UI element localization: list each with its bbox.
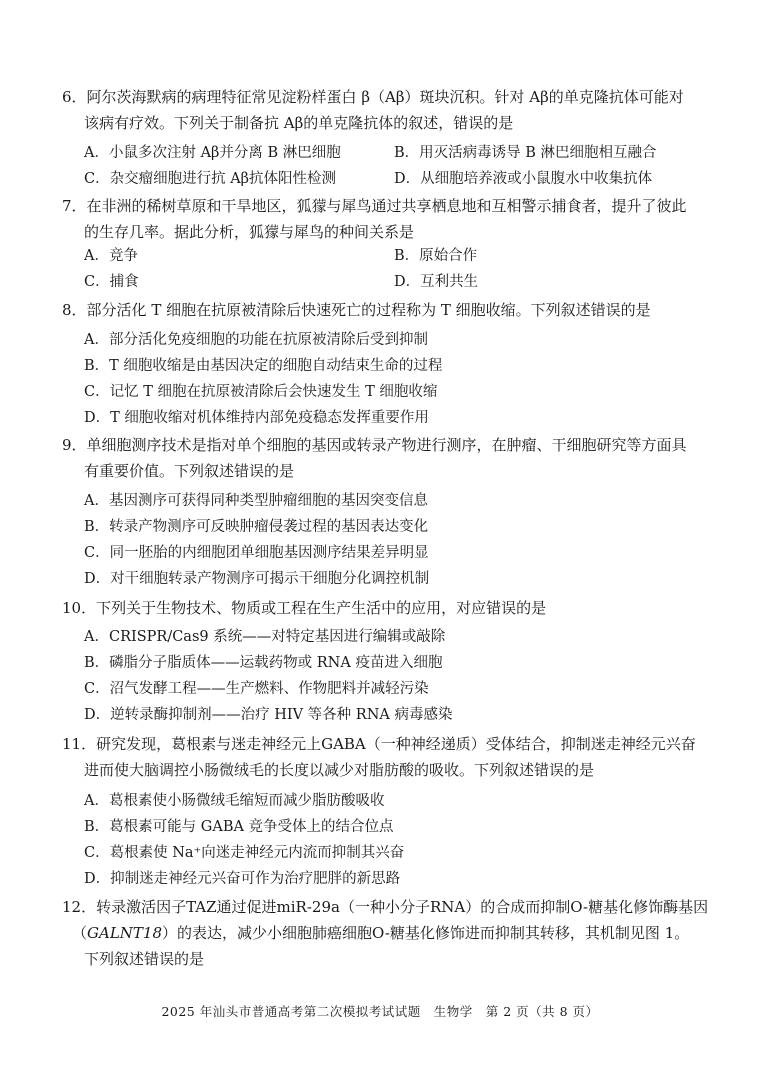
option-d: D．互利共生 <box>394 274 479 290</box>
option-c: C．记忆 T 细胞在抗原被清除后会快速发生 T 细胞收缩 <box>84 384 438 400</box>
options-11 <box>84 788 704 892</box>
option-a: A．部分活化免疫细胞的功能在抗原被清除后受到抑制 <box>84 332 428 348</box>
question-stem-line: 部分活化 T 细胞在抗原被清除后快速死亡的过程称为 T 细胞收缩。下列叙述错误的是 <box>86 301 651 319</box>
option-b: B．用灭活病毒诱导 B 淋巴细胞相互融合 <box>394 145 657 161</box>
question-stem-line: 的生存几率。据此分析，狐獴与犀鸟的种间关系是 <box>84 223 415 241</box>
question-number: 10． <box>62 599 97 617</box>
option-c: C．葛根素使 Na⁺向迷走神经元内流而抑制其兴奋 <box>84 845 405 861</box>
question-stem-line: 下列关于生物技术、物质或工程在生产生活中的应用，对应错误的是 <box>96 599 547 617</box>
question-10 <box>62 595 712 621</box>
options-10 <box>84 624 704 728</box>
options-7 <box>84 243 704 295</box>
question-11 <box>62 731 712 783</box>
question-stem-line: 转录激活因子TAZ通过促进miR-29a（一种小分子RNA）的合成而抑制O-糖基化修饰酶基因 <box>96 898 709 916</box>
question-number: 7． <box>62 197 87 215</box>
question-stem-line: （GALNT18）的表达，减少小细胞肺癌细胞O-糖基化修饰进而抑制其转移，其机制见图 1。 <box>72 924 690 942</box>
question-number: 6． <box>62 88 87 106</box>
question-6 <box>62 84 712 136</box>
option-c: C．捕食 <box>84 274 139 290</box>
options-8 <box>84 327 704 431</box>
question-stem-line: 该病有疗效。下列关于制备抗 Aβ的单克隆抗体的叙述，错误的是 <box>84 114 514 132</box>
option-c: C．杂交瘤细胞进行抗 Aβ抗体阳性检测 <box>84 171 337 187</box>
question-number: 8． <box>62 301 87 319</box>
gene-name: GALNT18 <box>87 924 163 942</box>
question-8 <box>62 297 712 323</box>
option-a: A．CRISPR/Cas9 系统——对特定基因进行编辑或敲除 <box>84 629 446 645</box>
option-d: D．逆转录酶抑制剂——治疗 HIV 等各种 RNA 病毒感染 <box>84 707 453 723</box>
question-stem-line: 单细胞测序技术是指对单个细胞的基因或转录产物进行测序，在肿瘤、干细胞研究等方面具 <box>86 436 687 454</box>
question-number: 9． <box>62 436 87 454</box>
question-stem-line: 下列叙述错误的是 <box>84 950 205 968</box>
question-stem-line: 阿尔茨海默病的病理特征常见淀粉样蛋白 β（Aβ）斑块沉积。针对 Aβ的单克隆抗体可能对 <box>86 88 684 106</box>
option-d: D．抑制迷走神经元兴奋可作为治疗肥胖的新思路 <box>84 871 401 887</box>
option-d: D．从细胞培养液或小鼠腹水中收集抗体 <box>394 171 653 187</box>
option-c: C．同一胚胎的内细胞团单细胞基因测序结果差异明显 <box>84 545 429 561</box>
option-b: B．原始合作 <box>394 248 478 264</box>
options-9 <box>84 488 704 592</box>
option-a: A．竞争 <box>84 248 138 264</box>
option-a: A．基因测序可获得同种类型肿瘤细胞的基因突变信息 <box>84 493 428 509</box>
option-b: B．磷脂分子脂质体——运载药物或 RNA 疫苗进入细胞 <box>84 655 443 671</box>
option-a: A．小鼠多次注射 Aβ并分离 B 淋巴细胞 <box>84 145 341 161</box>
option-a: A．葛根素使小肠微绒毛缩短而减少脂肪酸吸收 <box>84 793 385 809</box>
option-b: B．转录产物测序可反映肿瘤侵袭过程的基因表达变化 <box>84 519 429 535</box>
question-number: 12． <box>62 898 97 916</box>
question-12 <box>62 894 712 972</box>
option-b: B．T 细胞收缩是由基因决定的细胞自动结束生命的过程 <box>84 358 443 374</box>
question-number: 11． <box>62 735 97 753</box>
option-b: B．葛根素可能与 GABA 竞争受体上的结合位点 <box>84 819 394 835</box>
question-stem-line: 研究发现，葛根素与迷走神经元上GABA（一种神经递质）受体结合，抑制迷走神经元兴奋 <box>96 735 696 753</box>
question-7 <box>62 193 712 245</box>
options-6 <box>84 140 704 192</box>
question-9 <box>62 432 712 484</box>
question-stem-line: 进而使大脑调控小肠微绒毛的长度以减少对脂肪酸的吸收。下列叙述错误的是 <box>84 761 595 779</box>
page-footer: 2025 年汕头市普通高考第二次模拟考试试题 生物学 第 2 页（共 8 页） <box>161 1004 599 1019</box>
option-d: D．对干细胞转录产物测序可揭示干细胞分化调控机制 <box>84 571 430 587</box>
option-c: C．沼气发酵工程——生产燃料、作物肥料并减轻污染 <box>84 681 429 697</box>
question-stem-line: 有重要价值。下列叙述错误的是 <box>84 462 295 480</box>
question-stem-line: 在非洲的稀树草原和干旱地区，狐獴与犀鸟通过共享栖息地和互相警示捕食者，提升了彼此 <box>86 197 687 215</box>
option-d: D．T 细胞收缩对机体维持内部免疫稳态发挥重要作用 <box>84 410 429 426</box>
